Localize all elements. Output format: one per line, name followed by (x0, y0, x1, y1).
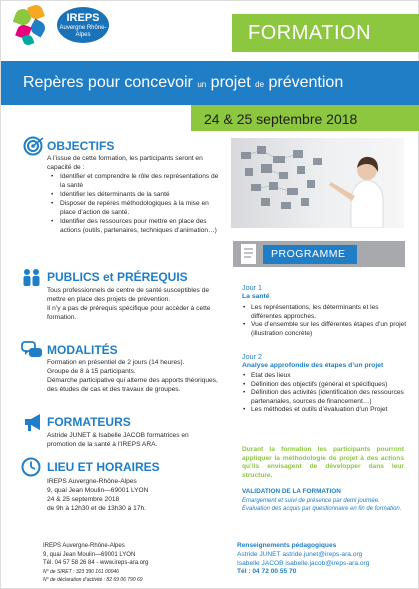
objectifs-body (47, 154, 225, 235)
footer-contacts (237, 542, 415, 577)
lieu-line: 24 & 25 septembre 2018 (47, 496, 120, 503)
objectifs-intro: A l’issue de cette formation, les participants seront en capacité de : (47, 155, 203, 171)
logo (9, 3, 139, 53)
lieu-line: de 9h à 12h30 et de 13h30 à 17h. (47, 505, 146, 512)
title-part3: projet (206, 74, 256, 91)
target-icon (23, 136, 45, 156)
jour2-title: Jour 2 (242, 352, 262, 361)
programme-conclusion: Durant la formation les participants pourront appliquer la méthodologie de projet à des actions qu’ils envisagent de développer dans leur structure. (242, 446, 404, 479)
date-band: 24 & 25 septembre 2018 (191, 105, 419, 131)
modalites-line: Groupe de 8 à 15 participants. (47, 368, 136, 375)
formateurs-text: Astride JUNET & Isabelle JACOB formatrices en promotion de la santé à l’IREPS ARA. (47, 432, 189, 448)
jour2-item: • Définition des objectifs (général et spécifiques) (242, 381, 408, 390)
jour1-item: • Vue d’ensemble sur les différentes étapes d’un projet (illustration concrète) (242, 321, 408, 338)
objectifs-item: • Identifier les déterminants de la santé (47, 190, 225, 199)
programme-label: PROGRAMME (263, 245, 357, 264)
jour1-list (242, 304, 408, 338)
validation-text: Emargement et suivi de présence par demi journée. Evaluation des acquis par questionnaire en fin de formation. (242, 498, 402, 512)
lieu-line: IREPS Auvergne-Rhône-Alpes (47, 478, 137, 485)
validation-title: VALIDATION DE LA FORMATION (242, 488, 341, 495)
jour2-body (242, 372, 408, 415)
jour2-subtitle: Analyse approfondie des étapes d’un projet (242, 362, 384, 369)
logo-region: Auvergne Rhône-Alpes (59, 25, 107, 38)
footer-line: Tél. 04 57 58 26 84 - www.ireps-ara.org (43, 560, 149, 567)
contact-phone: Tél : 04 72 00 55 70 (237, 568, 297, 576)
people-icon (21, 267, 43, 287)
lieu-line: 9, quai Jean Moulin—69001 LYON (47, 487, 149, 494)
contact-line: Isabelle JACOB isabelle.jacob@ireps-ara.org (237, 559, 370, 567)
objectifs-item: • Disposer de repères méthodologiques à la mise en place d’action de santé. (47, 199, 225, 217)
jour2-item: • Définition des activités (identification des ressources partenariales, sources de financement…) (242, 389, 408, 406)
footer-line: 9, quai Jean Moulin—69001 LYON (43, 551, 136, 558)
formateurs-title: FORMATEURS (47, 415, 131, 429)
jour2-item: • Les méthodes et outils d’évaluation d’un Projet (242, 406, 408, 415)
footer-address (43, 542, 223, 585)
leaf-teal-icon (22, 34, 35, 47)
modalites-line: Formation en présentiel de 2 jours (14 heures). (47, 359, 185, 366)
jour1-item: • Les représentations, les déterminants et les différentes approches. (242, 304, 408, 321)
jour1-title: Jour 1 (242, 283, 262, 292)
modalites-line: Démarche participative qui alterne des apports théoriques, des études de cas et des travaux de groupes. (47, 377, 218, 393)
woman-touchscreen-photo (231, 138, 404, 228)
footer-siret: N° de SIRET : 323 390 161 00046 (43, 568, 119, 575)
title-band (1, 61, 419, 105)
clock-icon (21, 457, 43, 477)
ireps-logo-badge (57, 7, 109, 43)
title-part2: un (197, 80, 207, 89)
modalites-body (47, 358, 219, 394)
footer-line: IREPS Auvergne-Rhône-Alpes (43, 543, 125, 549)
publics-line1: Tous professionnels de centre de santé susceptibles de mettre en place des projets de prévention. (47, 287, 210, 303)
contacts-title: Renseignements pédagogiques (237, 542, 337, 549)
objectifs-list (47, 172, 225, 235)
jour2-item: • Etat des lieux (242, 372, 408, 381)
title-part4: de (255, 80, 265, 89)
footer-declaration: N° de déclaration d’activité : 82 69 06 790 69 (43, 577, 143, 584)
megaphone-icon (23, 412, 45, 432)
photo-illustration (231, 138, 404, 228)
document-icon (237, 241, 263, 267)
formation-banner: FORMATION (232, 14, 419, 52)
publics-title: PUBLICS et PRÉREQUIS (47, 270, 188, 284)
lieu-title: LIEU ET HORAIRES (47, 460, 160, 474)
jour2-list (242, 372, 408, 415)
jour1-body (242, 304, 408, 338)
contact-line: Astride JUNET astride.junet@ireps-ara.org (237, 550, 363, 558)
objectifs-item: • Identifier et comprendre le rôle des représentations de la santé (47, 172, 225, 190)
title-part5: prévention (264, 74, 344, 91)
objectifs-title: OBJECTIFS (47, 139, 115, 153)
modalites-title: MODALITÉS (47, 343, 118, 357)
speech-bubbles-icon (21, 340, 43, 360)
publics-line2: Il n’y a pas de prérequis spécifique pour accéder à cette formation. (47, 305, 211, 321)
publics-body (47, 286, 219, 322)
title-part1: Repères pour concevoir (23, 74, 198, 91)
jour1-subtitle: La santé (242, 293, 270, 300)
lieu-body (47, 477, 219, 513)
logo-name: IREPS (66, 12, 100, 24)
objectifs-item: • Identifier des ressources pour mettre en place des actions (outils, partenaires, techniques d’animation…) (47, 217, 225, 235)
